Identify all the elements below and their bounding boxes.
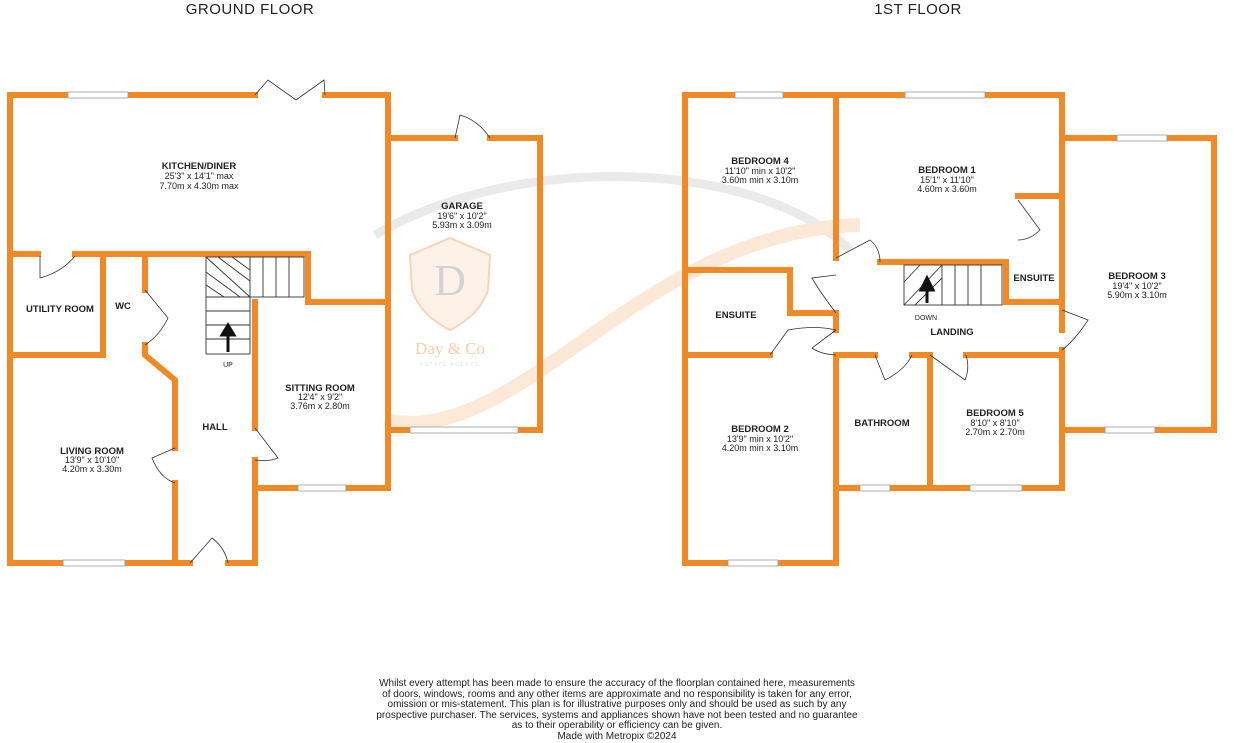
room-ensuite-2: ENSUITE <box>715 310 757 321</box>
room-utility: UTILITY ROOM <box>26 304 94 315</box>
room-garage <box>432 201 492 230</box>
room-wc: WC <box>115 301 131 312</box>
room-name: GARAGE <box>441 201 483 212</box>
room-dimension-metric: 3.76m x 2.80m <box>290 401 350 411</box>
room-dimension-metric: 5.90m x 3.10m <box>1107 290 1167 300</box>
disclaimer-line: omission or mis-statement. This plan is for illustrative purposes only and should be used as such by any <box>387 699 847 711</box>
room-dimension-metric: 5.93m x 3.09m <box>432 220 492 230</box>
room-dimension-imperial: 8'10" x 8'10" <box>970 418 1020 428</box>
room-living-room <box>60 446 124 474</box>
window <box>63 560 125 566</box>
window <box>410 427 518 433</box>
ground-floor-walls <box>10 95 540 563</box>
room-bedroom-3 <box>1107 271 1167 300</box>
room-dimension-imperial: 11'10" min x 10'2" <box>724 166 796 176</box>
room-kitchen-diner <box>159 161 239 191</box>
room-dimension-imperial: 13'9" x 10'10" <box>64 455 120 465</box>
disclaimer-line: of doors, windows, rooms and any other items are approximate and no responsibility is taken for any error, <box>382 688 852 700</box>
room-dimension-imperial: 12'4" x 9'2" <box>297 392 343 402</box>
disclaimer-line: prospective purchaser. The services, systems and appliances shown have not been tested and no guarantee <box>376 709 858 721</box>
room-landing: LANDING <box>930 327 974 338</box>
arrow-down-icon <box>921 278 933 303</box>
first-floor-title: 1ST FLOOR <box>874 1 962 18</box>
disclaimer-line: as to their operability or efficiency can be given. <box>511 720 723 732</box>
window <box>905 92 985 98</box>
window <box>728 560 778 566</box>
window <box>735 92 783 98</box>
brand-name: Day & Co <box>415 339 485 358</box>
window <box>970 485 1022 491</box>
disclaimer-credit: Made with Metropix ©2024 <box>557 730 677 742</box>
room-name: SITTING ROOM <box>285 383 355 394</box>
window <box>298 485 346 491</box>
room-dimension-metric: 2.70m x 2.70m <box>965 427 1025 437</box>
room-name: LIVING ROOM <box>60 446 124 457</box>
room-hall: HALL <box>202 422 228 433</box>
room-bedroom-1 <box>917 165 977 194</box>
room-name: BEDROOM 1 <box>918 165 976 176</box>
room-name: BEDROOM 3 <box>1108 271 1166 282</box>
room-dimension-imperial: 19'4" x 10'2" <box>1112 281 1162 291</box>
room-name: BEDROOM 4 <box>731 156 789 167</box>
room-bedroom-5 <box>965 408 1025 437</box>
room-name: BEDROOM 5 <box>966 408 1024 419</box>
logo-letter: D <box>434 256 466 305</box>
room-name: KITCHEN/DINER <box>161 161 237 172</box>
room-bedroom-2 <box>722 424 799 453</box>
window <box>68 92 128 98</box>
window <box>1117 135 1167 141</box>
room-dimension-imperial: 13'9" min x 10'2" <box>726 434 794 444</box>
disclaimer <box>317 679 917 743</box>
room-ensuite-1: ENSUITE <box>1013 273 1055 284</box>
room-dimension-imperial: 19'6" x 10'2" <box>437 211 487 221</box>
room-bedroom-4 <box>722 156 799 185</box>
room-sitting-room <box>285 383 355 411</box>
room-bathroom: BATHROOM <box>854 418 910 429</box>
window <box>1105 427 1155 433</box>
room-dimension-metric: 4.20m min x 3.10m <box>721 443 799 453</box>
room-dimension-metric: 7.70m x 4.30m max <box>159 181 239 191</box>
ground-floor-title: GROUND FLOOR <box>185 1 315 18</box>
room-dimension-imperial: 25'3" x 14'1" max <box>164 171 234 181</box>
brand-tagline: ESTATE AGENTS <box>420 362 480 368</box>
first-floor-stairs <box>904 265 1002 305</box>
stairs-down-label: DOWN <box>914 315 938 322</box>
disclaimer-line: Whilst every attempt has been made to ensure the accuracy of the floorplan contained here, measurements <box>379 678 855 689</box>
arrow-up-icon <box>222 325 234 352</box>
room-dimension-imperial: 15'1" x 11'10" <box>920 175 974 185</box>
room-dimension-metric: 4.60m x 3.60m <box>917 184 977 194</box>
room-dimension-metric: 3.60m min x 3.10m <box>721 175 799 185</box>
window <box>860 485 890 491</box>
room-dimension-metric: 4.20m x 3.30m <box>62 464 122 474</box>
room-name: BEDROOM 2 <box>731 424 789 435</box>
stairs-up-label: UP <box>223 362 233 369</box>
